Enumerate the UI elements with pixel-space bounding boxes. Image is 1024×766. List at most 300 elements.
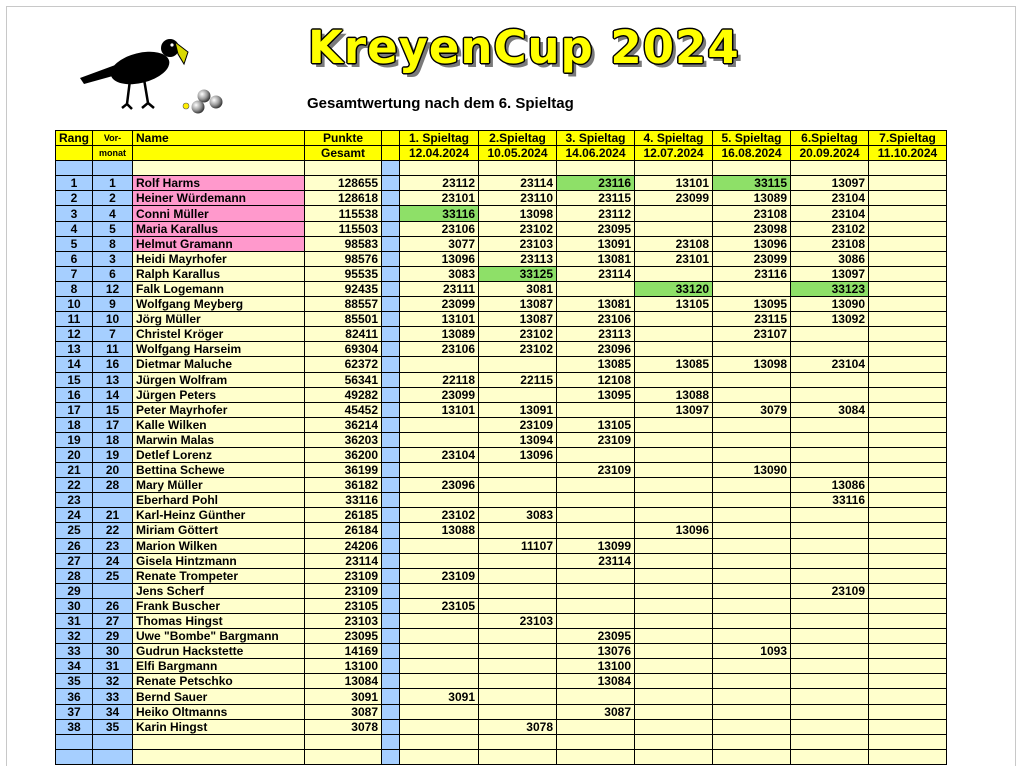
spieltag-7-cell [869, 614, 947, 629]
vormonat-cell: 34 [93, 704, 133, 719]
spieltag-4-cell [635, 478, 713, 493]
empty-cell [400, 734, 479, 749]
spieltag-6-cell [791, 568, 869, 583]
spieltag-3-cell: 13091 [557, 236, 635, 251]
spieltag-7-cell [869, 236, 947, 251]
header-vormonat-sub: monat [93, 146, 133, 161]
spieltag-6-cell [791, 447, 869, 462]
spieltag-2-cell: 23103 [479, 614, 557, 629]
name-cell: Christel Kröger [133, 327, 305, 342]
rang-cell: 6 [56, 251, 93, 266]
name-cell: Marwin Malas [133, 432, 305, 447]
spieltag-4-cell [635, 598, 713, 613]
gap-cell [382, 493, 400, 508]
vormonat-cell: 1 [93, 176, 133, 191]
spieltag-5-cell: 1093 [713, 644, 791, 659]
gap-cell [382, 629, 400, 644]
name-cell: Jürgen Peters [133, 387, 305, 402]
vormonat-cell: 8 [93, 236, 133, 251]
vormonat-cell: 22 [93, 523, 133, 538]
spieltag-5-cell [713, 478, 791, 493]
spieltag-4-cell: 13097 [635, 402, 713, 417]
spieltag-6-cell [791, 508, 869, 523]
spieltag-1-cell: 23106 [400, 342, 479, 357]
name-cell: Mary Müller [133, 478, 305, 493]
table-row [56, 266, 947, 281]
spieltag-3-cell: 3087 [557, 704, 635, 719]
vormonat-cell: 12 [93, 281, 133, 296]
spieltag-3-cell: 13076 [557, 644, 635, 659]
spieltag-2-cell: 23110 [479, 191, 557, 206]
rang-cell: 12 [56, 327, 93, 342]
name-cell: Heiner Würdemann [133, 191, 305, 206]
punkte-cell: 36182 [305, 478, 382, 493]
spieltag-4-cell [635, 553, 713, 568]
spieltag-2-cell: 13087 [479, 297, 557, 312]
rang-cell: 28 [56, 568, 93, 583]
spieltag-5-cell: 23099 [713, 251, 791, 266]
spieltag-3-cell [557, 583, 635, 598]
spieltag-7-cell [869, 719, 947, 734]
spieltag-6-cell [791, 704, 869, 719]
spieltag-5-cell [713, 674, 791, 689]
punkte-cell: 92435 [305, 281, 382, 296]
page-title: KreyenCup 2024 [308, 21, 740, 74]
rang-cell: 7 [56, 266, 93, 281]
gap-cell [382, 327, 400, 342]
spieltag-7-cell [869, 327, 947, 342]
spieltag-6-cell [791, 598, 869, 613]
rang-cell: 33 [56, 644, 93, 659]
header-spieltag-6-sub: 20.09.2024 [791, 146, 869, 161]
rang-cell: 29 [56, 583, 93, 598]
spacer-cell [382, 161, 400, 176]
spieltag-7-cell [869, 417, 947, 432]
name-cell: Gudrun Hackstette [133, 644, 305, 659]
table-row [56, 493, 947, 508]
spieltag-5-cell: 23115 [713, 312, 791, 327]
spieltag-4-cell [635, 629, 713, 644]
spieltag-4-cell [635, 266, 713, 281]
rang-cell: 22 [56, 478, 93, 493]
spieltag-4-cell [635, 568, 713, 583]
spieltag-2-cell: 13087 [479, 312, 557, 327]
table-row [56, 191, 947, 206]
spieltag-5-cell [713, 568, 791, 583]
vormonat-cell: 2 [93, 191, 133, 206]
name-cell: Maria Karallus [133, 221, 305, 236]
spieltag-3-cell [557, 689, 635, 704]
gap-cell [382, 553, 400, 568]
punkte-cell: 69304 [305, 342, 382, 357]
spieltag-1-cell [400, 493, 479, 508]
header-gap [382, 131, 400, 146]
header-gap-sub [382, 146, 400, 161]
spacer-cell [791, 161, 869, 176]
rang-cell: 35 [56, 674, 93, 689]
punkte-cell: 56341 [305, 372, 382, 387]
table-row [56, 478, 947, 493]
spieltag-3-cell: 23109 [557, 463, 635, 478]
spieltag-4-cell [635, 659, 713, 674]
spieltag-1-cell: 23111 [400, 281, 479, 296]
spieltag-2-cell: 3081 [479, 281, 557, 296]
spieltag-7-cell [869, 191, 947, 206]
gap-cell [382, 402, 400, 417]
spieltag-3-cell: 13081 [557, 297, 635, 312]
punkte-cell: 85501 [305, 312, 382, 327]
empty-cell [791, 734, 869, 749]
spieltag-3-cell: 23106 [557, 312, 635, 327]
rang-cell: 11 [56, 312, 93, 327]
gap-cell [382, 614, 400, 629]
spieltag-1-cell: 23105 [400, 598, 479, 613]
vormonat-cell: 5 [93, 221, 133, 236]
vormonat-cell [93, 493, 133, 508]
spieltag-4-cell [635, 614, 713, 629]
spieltag-3-cell: 13099 [557, 538, 635, 553]
spieltag-4-cell [635, 493, 713, 508]
vormonat-cell: 35 [93, 719, 133, 734]
spieltag-1-cell [400, 463, 479, 478]
spieltag-7-cell [869, 553, 947, 568]
spieltag-6-cell [791, 417, 869, 432]
rang-cell: 17 [56, 402, 93, 417]
header-spieltag-1-sub: 12.04.2024 [400, 146, 479, 161]
rang-cell: 1 [56, 176, 93, 191]
spieltag-4-cell: 13105 [635, 297, 713, 312]
gap-cell [382, 674, 400, 689]
rang-cell: 18 [56, 417, 93, 432]
rang-cell: 14 [56, 357, 93, 372]
gap-cell [382, 236, 400, 251]
gap-cell [382, 644, 400, 659]
spieltag-2-cell: 3078 [479, 719, 557, 734]
punkte-cell: 36214 [305, 417, 382, 432]
vormonat-cell: 3 [93, 251, 133, 266]
gap-cell [382, 447, 400, 462]
gap-cell [382, 191, 400, 206]
crow-logo-icon [78, 30, 228, 120]
spieltag-7-cell [869, 342, 947, 357]
name-cell: Marion Wilken [133, 538, 305, 553]
spieltag-4-cell [635, 704, 713, 719]
vormonat-cell: 9 [93, 297, 133, 312]
spieltag-5-cell: 23108 [713, 206, 791, 221]
spieltag-7-cell [869, 644, 947, 659]
name-cell: Wolfgang Harseim [133, 342, 305, 357]
empty-row [56, 749, 947, 764]
spieltag-3-cell [557, 568, 635, 583]
spieltag-6-cell [791, 538, 869, 553]
spieltag-6-cell [791, 553, 869, 568]
spieltag-7-cell [869, 221, 947, 236]
spieltag-7-cell [869, 387, 947, 402]
spacer-cell [479, 161, 557, 176]
spieltag-2-cell [479, 644, 557, 659]
spieltag-3-cell: 23114 [557, 553, 635, 568]
spieltag-2-cell: 13091 [479, 402, 557, 417]
spieltag-6-cell: 23104 [791, 357, 869, 372]
rang-cell: 21 [56, 463, 93, 478]
gap-cell [382, 689, 400, 704]
name-cell: Bernd Sauer [133, 689, 305, 704]
spieltag-2-cell: 13098 [479, 206, 557, 221]
spieltag-6-cell [791, 629, 869, 644]
spieltag-1-cell: 23101 [400, 191, 479, 206]
spieltag-5-cell: 13096 [713, 236, 791, 251]
name-cell: Rolf Harms [133, 176, 305, 191]
gap-cell [382, 176, 400, 191]
punkte-cell: 23114 [305, 553, 382, 568]
spieltag-2-cell [479, 478, 557, 493]
header-rang: Rang [56, 131, 93, 146]
spieltag-6-cell [791, 432, 869, 447]
rang-cell: 37 [56, 704, 93, 719]
spieltag-1-cell [400, 357, 479, 372]
spieltag-3-cell: 13084 [557, 674, 635, 689]
spieltag-3-cell: 13095 [557, 387, 635, 402]
spieltag-1-cell: 23104 [400, 447, 479, 462]
table-row [56, 432, 947, 447]
spacer-cell [557, 161, 635, 176]
spieltag-7-cell [869, 659, 947, 674]
spieltag-1-cell [400, 674, 479, 689]
rang-cell: 10 [56, 297, 93, 312]
rang-cell: 20 [56, 447, 93, 462]
table-row [56, 236, 947, 251]
gap-cell [382, 478, 400, 493]
spieltag-6-cell [791, 674, 869, 689]
spieltag-1-cell: 23102 [400, 508, 479, 523]
spacer-cell [713, 161, 791, 176]
table-row [56, 206, 947, 221]
spieltag-5-cell [713, 583, 791, 598]
spieltag-6-cell: 33123 [791, 281, 869, 296]
spacer-cell [305, 161, 382, 176]
spieltag-3-cell [557, 281, 635, 296]
spieltag-1-cell [400, 538, 479, 553]
empty-cell [93, 749, 133, 764]
header-spieltag-5: 5. Spieltag [713, 131, 791, 146]
vormonat-cell: 25 [93, 568, 133, 583]
header-row [56, 146, 947, 161]
punkte-cell: 23103 [305, 614, 382, 629]
spieltag-3-cell: 23113 [557, 327, 635, 342]
table-row [56, 629, 947, 644]
spieltag-6-cell: 13097 [791, 266, 869, 281]
gap-cell [382, 432, 400, 447]
spieltag-5-cell [713, 614, 791, 629]
table-row [56, 704, 947, 719]
spieltag-6-cell [791, 689, 869, 704]
spieltag-5-cell: 23107 [713, 327, 791, 342]
empty-cell [93, 734, 133, 749]
empty-cell [557, 749, 635, 764]
name-cell: Detlef Lorenz [133, 447, 305, 462]
gap-cell [382, 417, 400, 432]
spieltag-5-cell [713, 387, 791, 402]
spieltag-7-cell [869, 583, 947, 598]
gap-cell [382, 372, 400, 387]
gap-cell [382, 463, 400, 478]
header-spieltag-4: 4. Spieltag [635, 131, 713, 146]
header-spieltag-5-sub: 16.08.2024 [713, 146, 791, 161]
vormonat-cell: 14 [93, 387, 133, 402]
name-cell: Helmut Gramann [133, 236, 305, 251]
spieltag-1-cell: 23099 [400, 297, 479, 312]
spieltag-7-cell [869, 206, 947, 221]
spieltag-7-cell [869, 447, 947, 462]
rang-cell: 31 [56, 614, 93, 629]
table-row [56, 221, 947, 236]
vormonat-cell: 15 [93, 402, 133, 417]
table-row [56, 297, 947, 312]
spieltag-6-cell: 13092 [791, 312, 869, 327]
empty-cell [382, 734, 400, 749]
table-row [56, 644, 947, 659]
spieltag-5-cell [713, 719, 791, 734]
gap-cell [382, 206, 400, 221]
spieltag-3-cell [557, 614, 635, 629]
spieltag-6-cell: 23104 [791, 191, 869, 206]
punkte-cell: 88557 [305, 297, 382, 312]
table-row [56, 553, 947, 568]
rang-cell: 36 [56, 689, 93, 704]
vormonat-cell: 20 [93, 463, 133, 478]
name-cell: Gisela Hintzmann [133, 553, 305, 568]
vormonat-cell: 32 [93, 674, 133, 689]
name-cell: Jürgen Wolfram [133, 372, 305, 387]
spieltag-1-cell: 33116 [400, 206, 479, 221]
punkte-cell: 115503 [305, 221, 382, 236]
name-cell: Wolfgang Meyberg [133, 297, 305, 312]
table-row [56, 614, 947, 629]
spieltag-7-cell [869, 176, 947, 191]
gap-cell [382, 312, 400, 327]
table-row [56, 689, 947, 704]
spieltag-2-cell: 11107 [479, 538, 557, 553]
spieltag-4-cell: 13085 [635, 357, 713, 372]
spacer-row [56, 161, 947, 176]
table-row [56, 463, 947, 478]
spieltag-3-cell: 23114 [557, 266, 635, 281]
spieltag-2-cell [479, 659, 557, 674]
spieltag-4-cell [635, 342, 713, 357]
spieltag-5-cell: 23098 [713, 221, 791, 236]
vormonat-cell: 13 [93, 372, 133, 387]
empty-cell [133, 734, 305, 749]
punkte-cell: 23095 [305, 629, 382, 644]
spieltag-4-cell [635, 221, 713, 236]
spieltag-6-cell: 3084 [791, 402, 869, 417]
punkte-cell: 3078 [305, 719, 382, 734]
spieltag-1-cell [400, 432, 479, 447]
spieltag-4-cell: 23101 [635, 251, 713, 266]
punkte-cell: 24206 [305, 538, 382, 553]
spieltag-2-cell [479, 357, 557, 372]
spieltag-6-cell [791, 719, 869, 734]
spieltag-6-cell: 13097 [791, 176, 869, 191]
vormonat-cell: 17 [93, 417, 133, 432]
gap-cell [382, 251, 400, 266]
vormonat-cell: 4 [93, 206, 133, 221]
gap-cell [382, 538, 400, 553]
name-cell: Conni Müller [133, 206, 305, 221]
spieltag-5-cell [713, 659, 791, 674]
rang-cell: 25 [56, 523, 93, 538]
vormonat-cell: 29 [93, 629, 133, 644]
punkte-cell: 98576 [305, 251, 382, 266]
rang-cell: 13 [56, 342, 93, 357]
header-spieltag-2: 2.Spieltag [479, 131, 557, 146]
spieltag-1-cell: 3083 [400, 266, 479, 281]
gap-cell [382, 297, 400, 312]
gap-cell [382, 357, 400, 372]
spieltag-3-cell [557, 447, 635, 462]
spieltag-6-cell: 33116 [791, 493, 869, 508]
punkte-cell: 36199 [305, 463, 382, 478]
empty-cell [400, 749, 479, 764]
spieltag-4-cell: 23099 [635, 191, 713, 206]
spieltag-1-cell [400, 659, 479, 674]
vormonat-cell: 21 [93, 508, 133, 523]
empty-cell [382, 749, 400, 764]
gap-cell [382, 568, 400, 583]
spieltag-4-cell [635, 206, 713, 221]
spieltag-4-cell [635, 689, 713, 704]
spieltag-7-cell [869, 432, 947, 447]
spacer-cell [635, 161, 713, 176]
header-spieltag-1: 1. Spieltag [400, 131, 479, 146]
spieltag-6-cell: 3086 [791, 251, 869, 266]
rang-cell: 2 [56, 191, 93, 206]
spieltag-5-cell [713, 432, 791, 447]
vormonat-cell: 26 [93, 598, 133, 613]
vormonat-cell: 28 [93, 478, 133, 493]
spieltag-5-cell [713, 372, 791, 387]
empty-cell [791, 749, 869, 764]
empty-cell [305, 734, 382, 749]
empty-cell [869, 734, 947, 749]
spieltag-2-cell: 23103 [479, 236, 557, 251]
spieltag-2-cell: 23114 [479, 176, 557, 191]
spieltag-2-cell [479, 523, 557, 538]
spieltag-6-cell [791, 659, 869, 674]
rang-cell: 27 [56, 553, 93, 568]
spieltag-2-cell [479, 463, 557, 478]
spieltag-2-cell [479, 553, 557, 568]
vormonat-cell: 24 [93, 553, 133, 568]
rang-cell: 23 [56, 493, 93, 508]
empty-cell [713, 749, 791, 764]
spieltag-2-cell [479, 629, 557, 644]
table-row [56, 176, 947, 191]
spieltag-6-cell: 23108 [791, 236, 869, 251]
spieltag-1-cell: 13096 [400, 251, 479, 266]
spacer-cell [93, 161, 133, 176]
spieltag-1-cell [400, 629, 479, 644]
spieltag-1-cell: 23099 [400, 387, 479, 402]
spieltag-4-cell [635, 674, 713, 689]
vormonat-cell: 31 [93, 659, 133, 674]
spieltag-3-cell [557, 493, 635, 508]
spieltag-4-cell [635, 583, 713, 598]
spieltag-5-cell [713, 342, 791, 357]
spieltag-7-cell [869, 598, 947, 613]
gap-cell [382, 387, 400, 402]
spieltag-7-cell [869, 463, 947, 478]
